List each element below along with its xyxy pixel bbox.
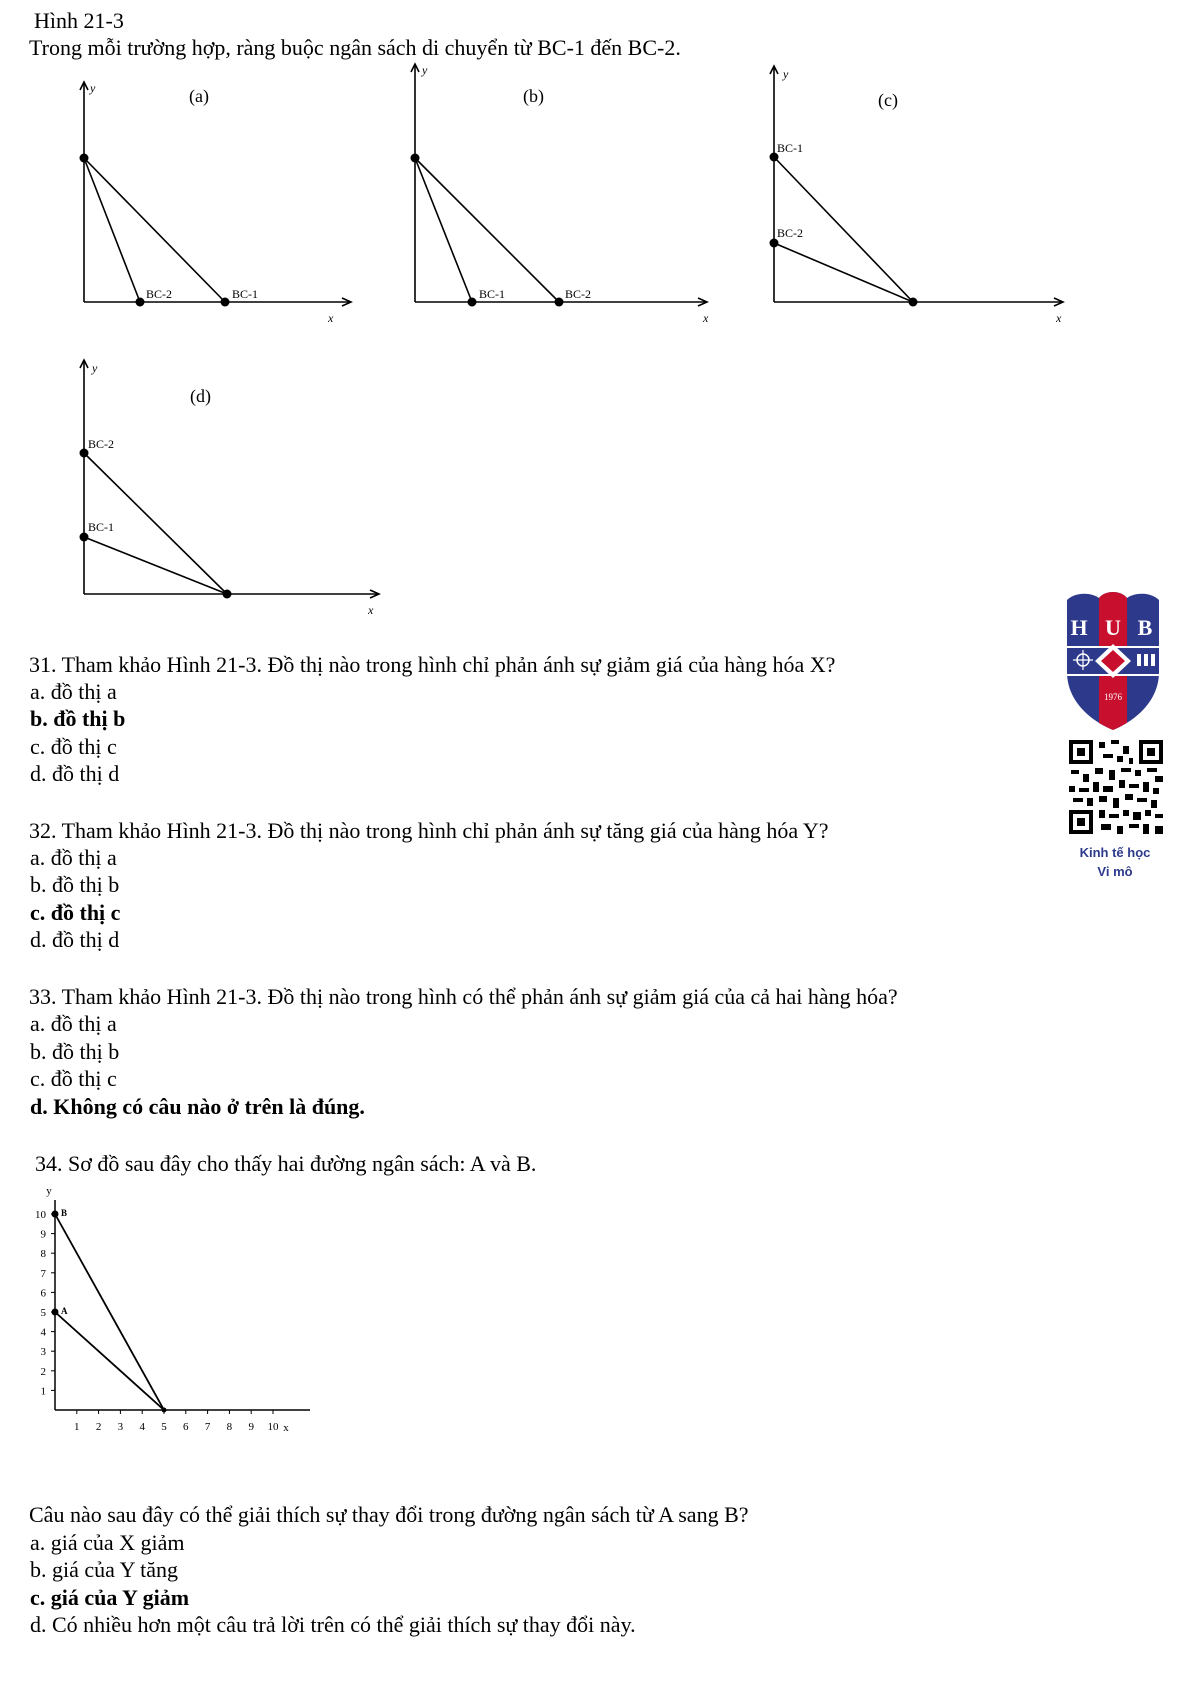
figure-caption: Trong mỗi trường hợp, ràng buộc ngân sách di chuyển từ BC-1 đến BC-2. [29,35,681,60]
x-tick-label: 10 [267,1421,279,1433]
y-tick-label: 3 [40,1346,46,1359]
panel-c-axes [770,66,1063,306]
q32-option-d: d. đồ thị d [30,927,120,952]
q32-option-a: a. đồ thị a [30,845,117,870]
panel-b-bc1-label: BC-1 [479,287,506,301]
budget-line-a-intercept [52,1309,59,1316]
panel-b-point-bc2 [555,298,564,307]
panel-a-point-bc1 [221,298,230,307]
q31-option-c: c. đồ thị c [30,734,117,759]
x-tick-label: 6 [183,1421,189,1433]
y-tick-label: 1 [40,1385,46,1398]
panel-c-bc2-label: BC-2 [777,226,804,240]
panel-b-axes [411,64,707,306]
panel-a-bc1-label: BC-1 [232,287,259,301]
q33-option-c: c. đồ thị c [30,1066,117,1091]
panel-a-label: (a) [189,86,209,106]
hub-letter-b: B [1137,615,1153,640]
x-tick-label: 3 [117,1421,124,1433]
figure-title: Hình 21-3 [34,8,124,33]
panel-b-lines [415,158,559,302]
q33-option-b: b. đồ thị b [30,1039,120,1064]
budget-line-a [55,1312,164,1410]
panel-a-point-bc2 [136,298,145,307]
hub-letter-u: U [1105,615,1121,640]
panel-c-y-label: y [783,67,789,81]
budget-line-b-intercept [52,1211,59,1218]
panel-a-axes [80,82,351,306]
panel-d-point-x [223,590,232,599]
x-tick-label: 9 [248,1421,254,1433]
x-tick-label: 8 [226,1421,233,1433]
q32-option-b: b. đồ thị b [30,872,120,897]
panel-a-x-label: x [328,311,334,325]
panel-b-x-label: x [703,311,709,325]
q34-option-d: d. Có nhiều hơn một câu trả lời trên có thể giải thích sự thay đổi này. [30,1612,636,1637]
question-33-text: 33. Tham khảo Hình 21-3. Đồ thị nào trong hình có thể phản ánh sự giảm giá của cả hai hàng hóa? [29,984,898,1009]
panel-a-bc2-label: BC-2 [146,287,173,301]
q34-option-c-answer: c. giá của Y giảm [30,1585,190,1610]
y-tick-label: 2 [40,1365,46,1378]
qr-code-icon [1069,740,1163,834]
x-tick-label: 7 [204,1421,211,1433]
budget-line-a-label: A [61,1306,68,1316]
x-tick-label: 1 [74,1421,80,1433]
y-tick-label: 4 [40,1326,46,1339]
question-34-text: 34. Sơ đồ sau đây cho thấy hai đường ngân sách: A và B. [35,1151,537,1176]
hub-shield-icon [1065,588,1161,732]
panel-d-bc1-label: BC-1 [88,520,115,534]
hub-logo [1065,588,1161,732]
panel-d-graph [70,354,390,624]
hub-letter-h: H [1070,615,1088,640]
panel-d-y-label: y [92,361,98,375]
q31-option-d: d. đồ thị d [30,761,120,786]
panel-a-lines [84,158,225,302]
panel-b-bc2-label: BC-2 [565,287,592,301]
y-tick-label: 9 [40,1228,46,1241]
q33-option-a: a. đồ thị a [30,1011,117,1036]
x-intercept-point [162,1408,167,1413]
q32-option-c-answer: c. đồ thị c [30,900,121,925]
logo-caption-line1: Kinh tế học [1079,845,1151,860]
panel-c-graph [760,60,1080,330]
panel-d-label: (d) [190,386,211,406]
budget-line-chart [30,1178,330,1448]
panel-d-bc2-label: BC-2 [88,437,115,451]
panel-a-point-y [80,154,89,163]
y-axis-label: y [46,1185,52,1197]
panel-a-y-label: y [90,81,96,95]
question-34-prompt: Câu nào sau đây có thể giải thích sự thay đổi trong đường ngân sách từ A sang B? [29,1502,749,1527]
hub-year: 1976 [1104,692,1122,702]
panel-d-x-label: x [368,603,374,617]
panel-b-label: (b) [523,86,544,106]
panel-c-x-label: x [1056,311,1062,325]
panel-c-label: (c) [878,90,898,110]
q31-option-b-answer: b. đồ thị b [30,706,126,731]
y-tick-label: 10 [35,1209,46,1221]
logo-caption-line2: Vi mô [1097,864,1133,879]
panel-b-point-y [411,154,420,163]
q31-option-a: a. đồ thị a [30,679,117,704]
y-tick-label: 7 [40,1267,46,1280]
chart-axes [55,1200,310,1410]
y-tick-label: 6 [40,1287,46,1300]
x-tick-label: 5 [161,1421,167,1433]
y-tick-label: 5 [40,1307,46,1319]
x-tick-label: 2 [95,1421,102,1433]
question-32-text: 32. Tham khảo Hình 21-3. Đồ thị nào trong hình chỉ phản ánh sự tăng giá của hàng hóa Y? [29,818,829,843]
q34-option-a: a. giá của X giảm [30,1530,185,1555]
q34-option-b: b. giá của Y tăng [30,1557,179,1582]
panel-b-graph [398,60,718,330]
q33-option-d-answer: d. Không có câu nào ở trên là đúng. [30,1094,365,1119]
panel-b-point-bc1 [468,298,477,307]
panel-c-point-x [909,298,918,307]
panel-b-y-label: y [422,63,428,77]
x-tick-label: 4 [139,1421,145,1433]
question-31-text: 31. Tham khảo Hình 21-3. Đồ thị nào trong hình chỉ phản ánh sự giảm giá của hàng hóa X? [29,652,836,677]
y-tick-label: 8 [40,1248,46,1261]
panel-c-bc1-label: BC-1 [777,141,804,155]
panel-a-graph [70,60,380,330]
budget-line-b-label: B [61,1208,68,1218]
x-axis-label: x [283,1422,289,1434]
panel-d-axes [80,360,379,598]
budget-line-b [55,1214,164,1410]
